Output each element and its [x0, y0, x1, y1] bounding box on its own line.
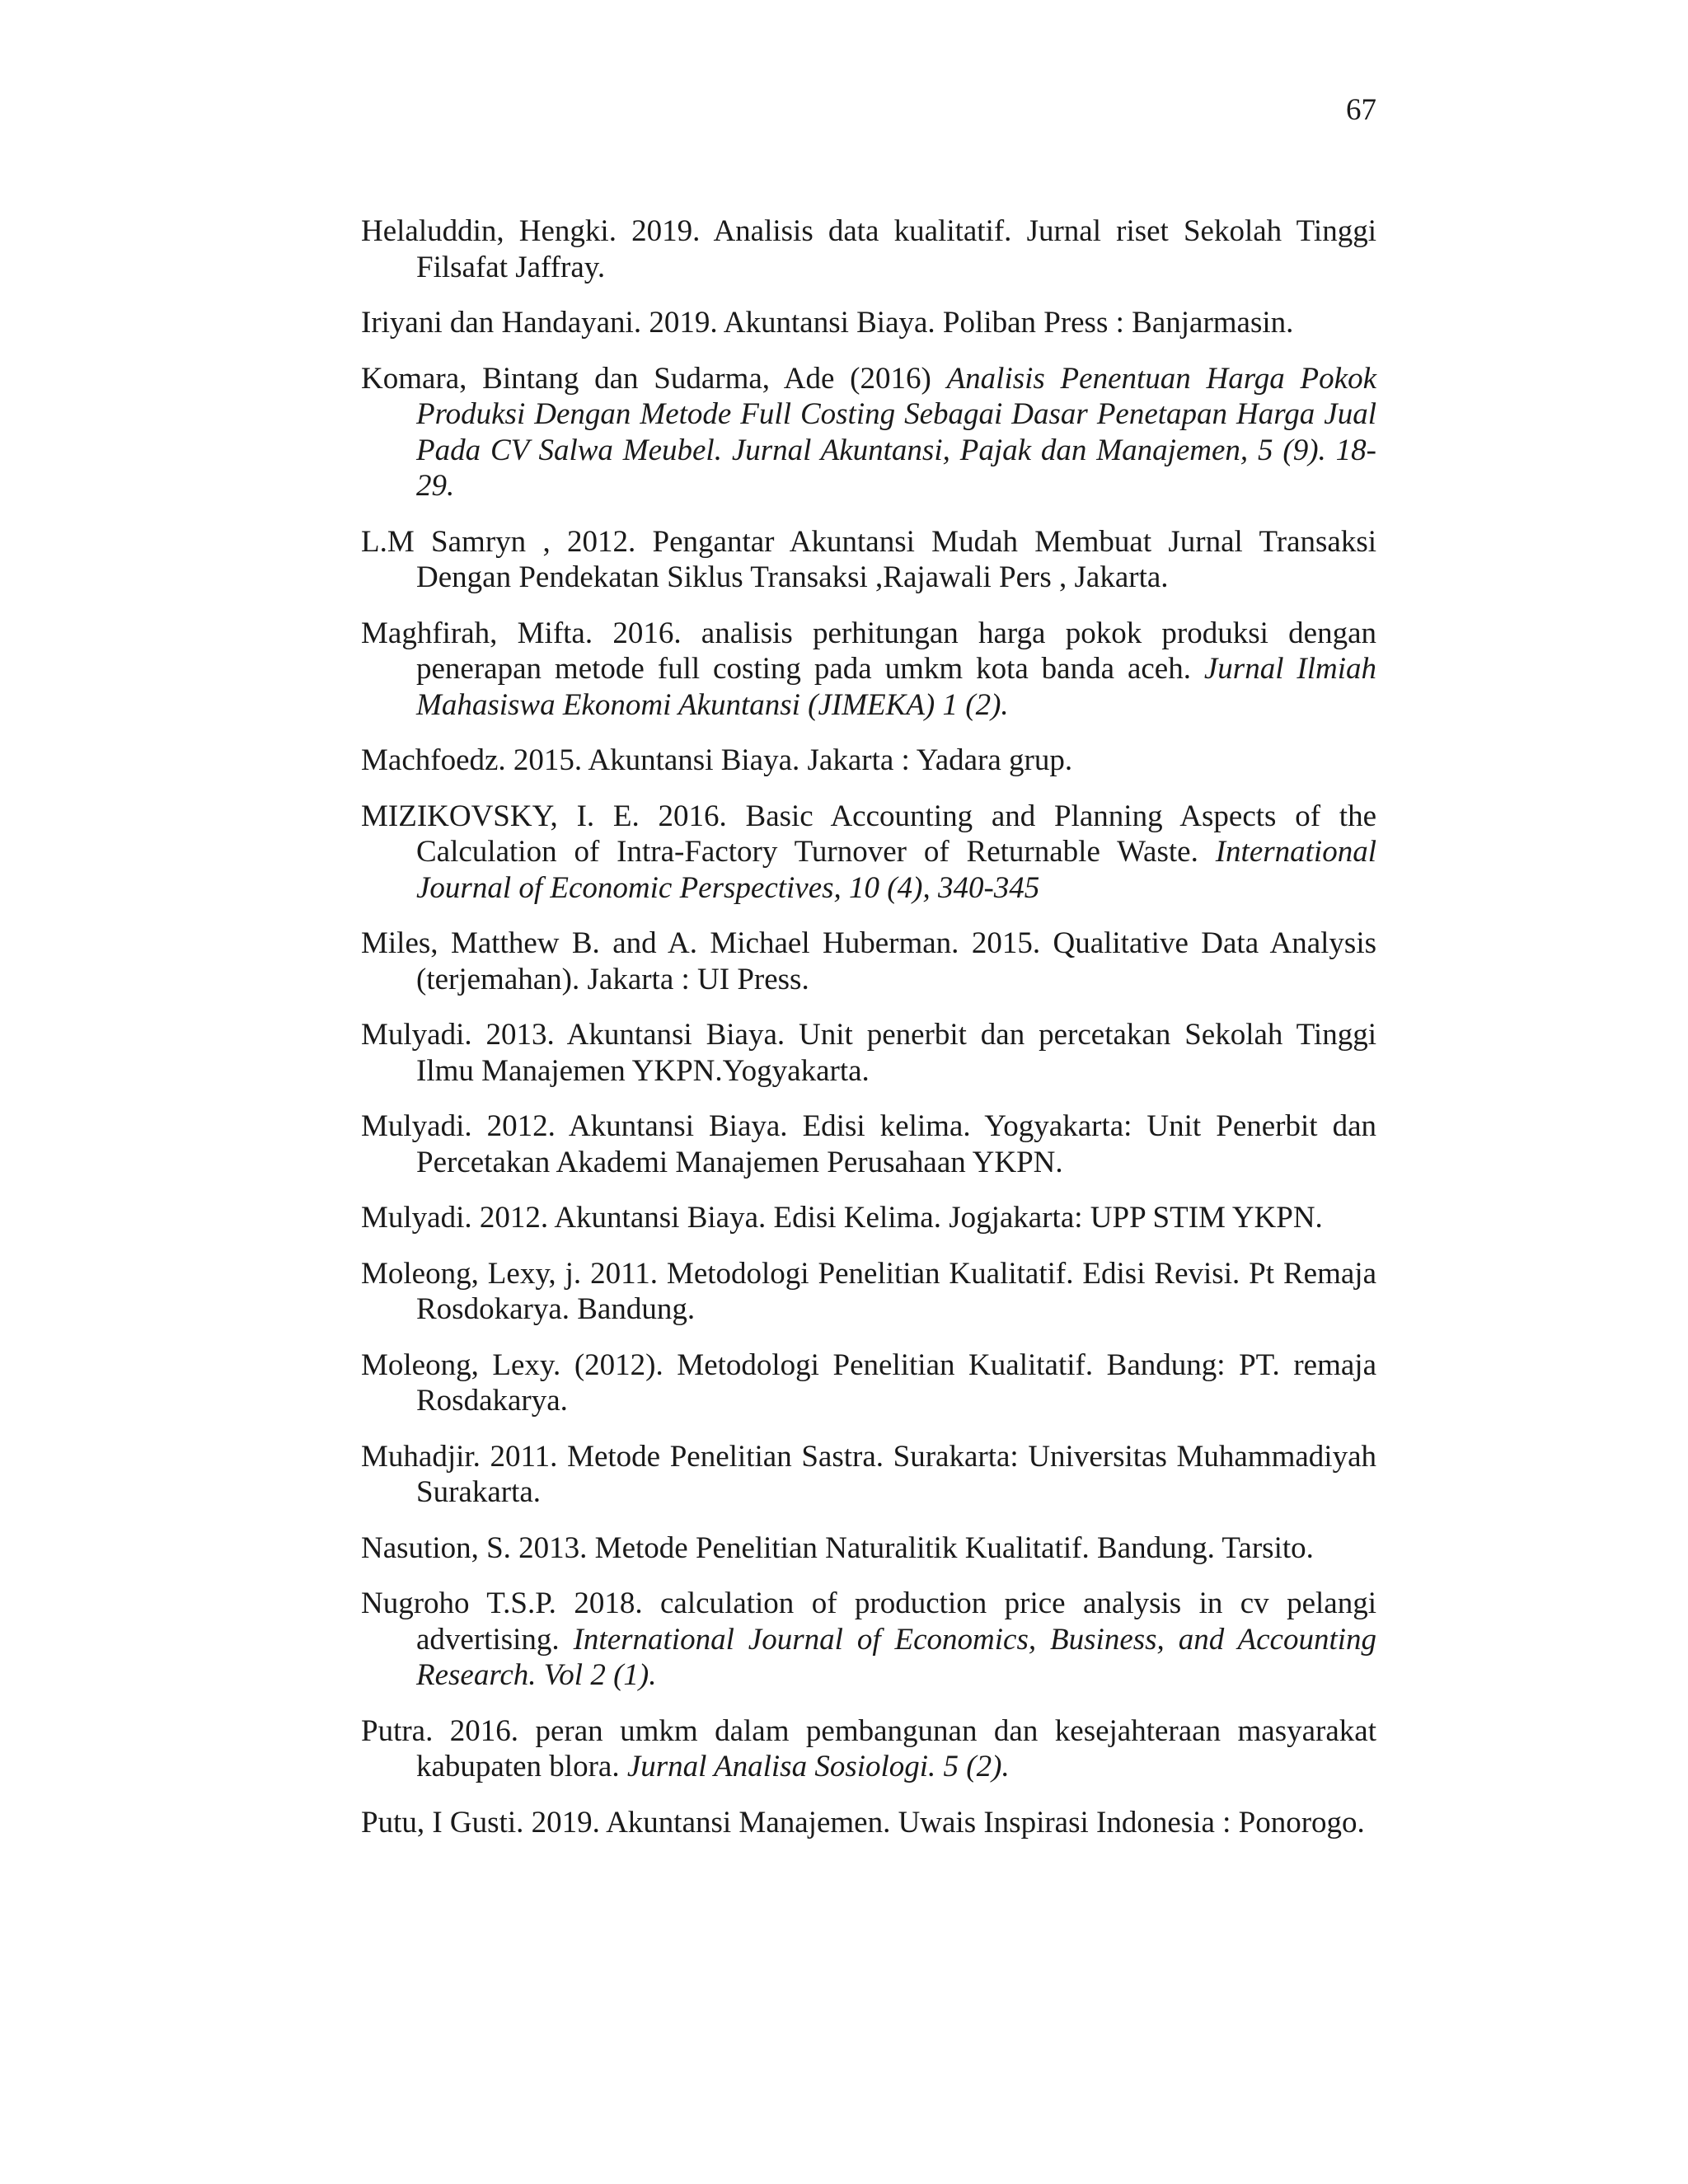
reference-italic-text: International Journal of Economics, Business, and Accounting Research. Vol 2 (1).: [416, 1622, 1377, 1692]
reference-entry: [361, 616, 1376, 724]
reference-text: Iriyani dan Handayani. 2019. Akuntansi Biaya. Poliban Press : Banjarmasin.: [361, 306, 1294, 340]
reference-entry: [361, 1256, 1376, 1328]
reference-text: Maghfirah, Mifta. 2016. analisis perhitungan harga pokok produksi dengan penerapan metode full costing pada umkm kota banda aceh.: [361, 616, 1376, 686]
reference-entry: [361, 1439, 1376, 1511]
reference-text: Mulyadi. 2012. Akuntansi Biaya. Edisi kelima. Yogyakarta: Unit Penerbit dan Percetakan Akademi Manajemen Perusahaan YKPN.: [361, 1109, 1376, 1179]
reference-text: Mulyadi. 2013. Akuntansi Biaya. Unit penerbit dan percetakan Sekolah Tinggi Ilmu Manajemen YKPN.Yogyakarta.: [361, 1018, 1376, 1088]
reference-entry: [361, 1713, 1376, 1785]
reference-entry: [361, 799, 1376, 907]
reference-text: Helaluddin, Hengki. 2019. Analisis data kualitatif. Jurnal riset Sekolah Tinggi Filsafat Jaffray.: [361, 214, 1376, 284]
reference-text: Komara, Bintang dan Sudarma, Ade (2016): [361, 361, 947, 396]
reference-entry: [361, 213, 1376, 285]
reference-text: Moleong, Lexy, j. 2011. Metodologi Penelitian Kualitatif. Edisi Revisi. Pt Remaja Rosdokarya. Bandung.: [361, 1256, 1376, 1326]
reference-italic-text: Analisis Penentuan Harga Pokok Produksi Dengan Metode Full Costing Sebagai Dasar Penetapan Harga Jual Pada CV Salwa Meubel. Jurnal Akuntansi, Pajak dan Manajemen, 5 (9). 18-29.: [416, 361, 1376, 503]
reference-entry: [361, 1586, 1376, 1694]
reference-text: Miles, Matthew B. and A. Michael Huberman. 2015. Qualitative Data Analysis (terjemahan). Jakarta : UI Press.: [361, 926, 1376, 996]
reference-entry: [361, 743, 1376, 779]
reference-text: L.M Samryn , 2012. Pengantar Akuntansi Mudah Membuat Jurnal Transaksi Dengan Pendekatan Siklus Transaksi ,Rajawali Pers , Jakarta.: [361, 524, 1376, 594]
reference-text: Machfoedz. 2015. Akuntansi Biaya. Jakarta : Yadara grup.: [361, 743, 1073, 777]
reference-text: Putu, I Gusti. 2019. Akuntansi Manajemen. Uwais Inspirasi Indonesia : Ponorogo.: [361, 1805, 1365, 1840]
reference-entry: [361, 1347, 1376, 1419]
reference-text: MIZIKOVSKY, I. E. 2016. Basic Accounting and Planning Aspects of the Calculation of Intra-Factory Turnover of Returnable Waste.: [361, 799, 1376, 869]
reference-italic-text: International Journal of Economic Perspectives, 10 (4), 340-345: [416, 835, 1376, 905]
reference-entry: [361, 1200, 1376, 1236]
reference-entry: [361, 1805, 1376, 1841]
reference-text: Nasution, S. 2013. Metode Penelitian Naturalitik Kualitatif. Bandung. Tarsito.: [361, 1530, 1314, 1565]
reference-entry: [361, 1108, 1376, 1180]
reference-italic-text: Jurnal Analisa Sosiologi. 5 (2).: [626, 1750, 1010, 1783]
reference-text: Nugroho T.S.P. 2018. calculation of production price analysis in cv pelangi advertising.: [361, 1586, 1376, 1657]
reference-list: [361, 213, 1376, 1860]
reference-entry: [361, 524, 1376, 596]
page-number: 67: [1346, 93, 1376, 127]
reference-entry: [361, 1017, 1376, 1089]
reference-text: Putra. 2016. peran umkm dalam pembangunan dan kesejahteraan masyarakat kabupaten blora.: [361, 1713, 1376, 1783]
reference-entry: [361, 305, 1376, 341]
reference-entry: [361, 361, 1376, 504]
reference-text: Moleong, Lexy. (2012). Metodologi Penelitian Kualitatif. Bandung: PT. remaja Rosdakarya.: [361, 1347, 1376, 1418]
reference-text: Muhadjir. 2011. Metode Penelitian Sastra. Surakarta: Universitas Muhammadiyah Surakarta.: [361, 1439, 1376, 1509]
reference-entry: [361, 1530, 1376, 1567]
reference-italic-text: Jurnal Ilmiah Mahasiswa Ekonomi Akuntansi (JIMEKA) 1 (2).: [416, 652, 1376, 722]
reference-entry: [361, 926, 1376, 997]
reference-text: Mulyadi. 2012. Akuntansi Biaya. Edisi Kelima. Jogjakarta: UPP STIM YKPN.: [361, 1201, 1323, 1235]
